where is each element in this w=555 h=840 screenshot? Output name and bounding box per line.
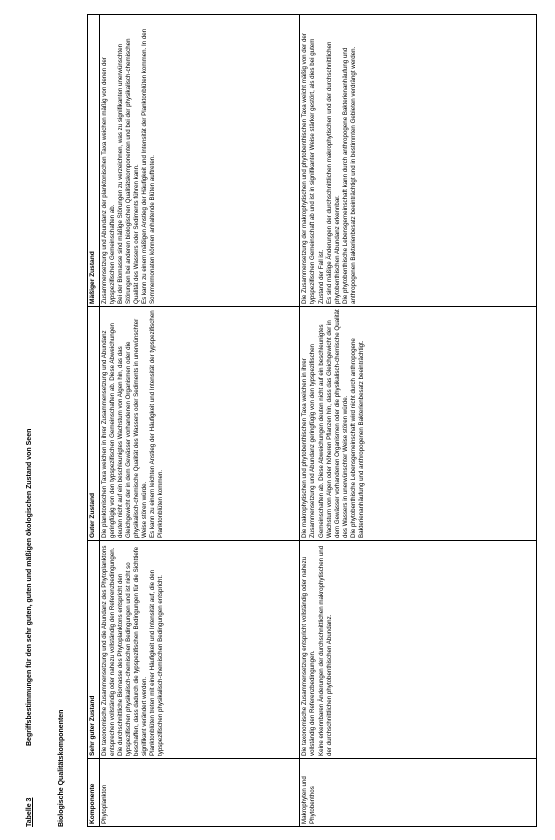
- cell-paragraph: Die Zusammensetzung der makrophytischen und phytobenthischen Taxa weicht mäßig von der der typspezifischen Gemeinschaft ab und ist in signifikanter Weise stärker gestört, als dies bei gutem Zustand der Fall ist.: [301, 33, 325, 304]
- cell-moderate: [100, 15, 300, 307]
- cell-paragraph: Planktonblüten treten mit einer Häufigkeit und Intensität auf, die den typspezifischen physikalisch-chemischen Bedingungen entspricht.: [149, 569, 165, 756]
- table-caption-label: Tabelle 3: [26, 797, 33, 827]
- table-header-row: [88, 15, 100, 827]
- section-heading: Biologische Qualitätskomponenten: [58, 709, 65, 827]
- cell-paragraph: Keine erkennbaren Änderungen der durchschnittlichen makrophytischen und der durchschnittlichen phytobenthischen Abundanz.: [317, 545, 333, 756]
- cell-paragraph: Zusammensetzung und Abundanz der planktonischen Taxa weichen mäßig von denen der typspezifischen Gemeinschaften ab.: [101, 57, 117, 304]
- cell-paragraph: Die taxonomische Zusammensetzung entspricht vollständig oder nahezu vollständig den Referenzbedingungen.: [301, 556, 317, 756]
- column-header-very-good: Sehr guter Zustand: [88, 541, 100, 759]
- cell-paragraph: Es kann zu einem mäßigen Anstieg der Häufigkeit und Intensität der Planktonblüten kommen. In den Sommermonaten können anhaltende Blüten auftreten.: [141, 28, 157, 304]
- cell-paragraph: Die taxonomische Zusammensetzung und die Abundanz des Phytoplanktons entsprechen vollständig oder nahezu vollständig den Referenzbedingungen.: [101, 545, 117, 756]
- cell-good: [300, 307, 537, 541]
- cell-paragraph: Die planktonischen Taxa weichen in ihrer Zusammensetzung und Abundanz geringfügig von den typspezifischen Gemeinschaften ab. Diese Abweichungen deuten nicht auf ein beschleunigtes Wachstum von Algen hin, das das Gleichgewicht der in dem Gewässer vorhandenen Organismen oder die physikalisch-chemische Qualität des Wassers oder Sediments in unerwünschter Weise stören würde.: [101, 318, 149, 538]
- cell-paragraph: Es kann zu einem leichten Anstieg der Häufigkeit und Intensität der typspezifischen Planktonblüten kommen.: [149, 310, 165, 538]
- cell-paragraph: Die phytobenthische Lebensgemeinschaft kann durch anthropogene Bakterienanhäufung und anthropogenen Bakterienbesatz beeinträchtigt und in bestimmten Gebieten verdrängt werden.: [341, 46, 357, 304]
- column-header-component: Komponente: [88, 759, 100, 827]
- cell-moderate: [300, 15, 537, 307]
- column-header-good: Guter Zustand: [88, 307, 100, 541]
- cell-paragraph: Die makrophytischen und phytobenthischen Taxa weichen in ihrer Zusammensetzung und Abundanz geringfügig von den typspezifischen Gemeinschaften ab. Diese Abweichungen deuten nicht auf ein beschleunigtes Wachstum von Algen oder höheren Pflanzen hin, dass das Gleichgewicht der in dem Gewässer vorhandenen Organismen oder die physikalisch-chemische Qualität des Wassers in unerwünschter Weise stören würde.: [301, 309, 349, 538]
- cell-paragraph: Es sind mäßige Änderungen der durchschnittlichen makrophytischen und der durchschnittlichen phytobenthischen Abundanz erkennbar.: [325, 41, 341, 304]
- cell-paragraph: Die phytobenthische Lebensgemeinschaft wird nicht durch anthropogene Bakterienanhäufung und anthropogenen Bakterienbesatz beeinträchtigt.: [349, 338, 365, 538]
- cell-good: [100, 307, 300, 541]
- cell-component: Phytoplankton: [100, 759, 300, 827]
- table-row-macrophytes: [300, 15, 537, 827]
- column-header-moderate: Mäßiger Zustand: [88, 15, 100, 307]
- cell-paragraph: Bei der Biomasse sind mäßige Störungen zu verzeichnen, was zu signifikanten unerwünschten Störungen bei anderen biologischen Qualitätskomponenten und bei der physikalisch-chemischen Qualität des Wassers oder Sediments führen kann.: [117, 38, 141, 304]
- cell-very-good: [300, 541, 537, 759]
- cell-paragraph: Die durchschnittliche Biomasse des Phytoplanktons entspricht den typspezifischen physikalisch-chemischen Bedingungen und ist nicht so beschaffen, dass dadurch die typspezifischen Bedingungen für die Sichttiefe signifikant verändert werden.: [117, 546, 149, 756]
- table-row-phytoplankton: [100, 15, 300, 827]
- definitions-table: [87, 14, 537, 827]
- table-caption-title: Begriffsbestimmungen für den sehr guten, guten und mäßigen ökologischen Zustand von Seen: [26, 428, 33, 746]
- cell-component: Makrophyten und Phytobenthos: [300, 759, 537, 827]
- cell-very-good: [100, 541, 300, 759]
